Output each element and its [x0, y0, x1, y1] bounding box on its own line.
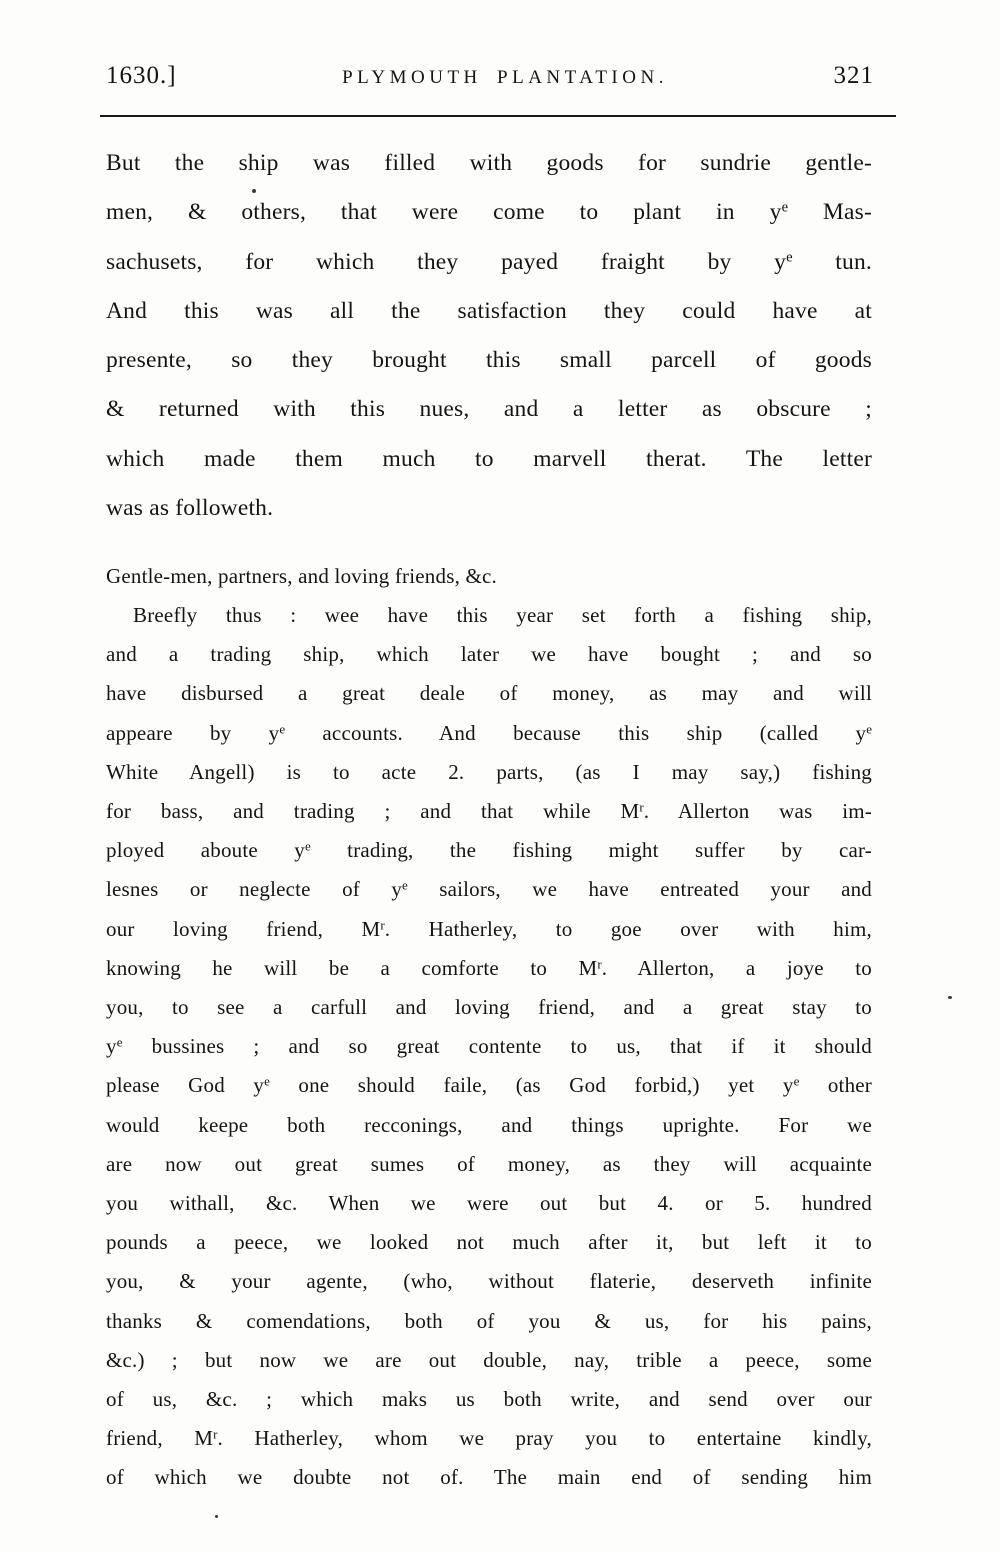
text-line: &c.) ; but now we are out double, nay, trible a peece, some: [106, 1347, 872, 1372]
text-line: lesnes or neglecte of $y^e$ sailors, we have entreated your and: [106, 877, 873, 902]
text-line: And this was all the satisfaction they could have at: [106, 297, 872, 324]
text-line: $y^e$ bussines ; and so great contente to us, that if it should: [106, 1034, 872, 1059]
text-line: of us, &c. ; which maks us both write, and send over our: [106, 1387, 872, 1412]
text-line: knowing he will be a comforte to $M^r$. Allerton, a joye to: [106, 955, 872, 980]
scan-speck: [252, 189, 256, 193]
text-line: thanks & comendations, both of you & us, for his pains,: [106, 1308, 872, 1333]
text-line: presente, so they brought this small parcell of goods: [106, 347, 872, 374]
header-rule: [100, 115, 896, 117]
page-header: [106, 62, 874, 90]
text-line: ployed aboute $y^e$ trading, the fishing might suffer by car-: [106, 838, 872, 863]
text-line: was as followeth.: [106, 495, 274, 522]
text-line: Breefly thus : wee have this year set forth a fishing ship,: [133, 603, 872, 627]
letter-body-paragraph: [106, 596, 872, 1498]
text-line: for bass, and trading ; and that while $M^r$. Allerton was im-: [106, 799, 872, 824]
text-line: which made them much to marvell therat. The letter: [106, 445, 872, 472]
text-line: appeare by $y^e$ accounts. And because this ship (called $y^e$: [106, 720, 872, 745]
header-running-title: PLYMOUTH PLANTATION.: [342, 67, 668, 88]
text-line: men, & others, that were come to plant in $y^e$ Mas-: [106, 199, 873, 226]
text-line: you, & your agente, (who, without flaterie, deserveth infinite: [106, 1269, 872, 1294]
scan-speck: [215, 1515, 218, 1518]
text-line: please God $y^e$ one should faile, (as God forbid,) yet $y^e$ other: [106, 1073, 873, 1098]
text-line: you, to see a carfull and loving friend, and a great stay to: [106, 995, 872, 1020]
text-line: of which we doubte not of. The main end of sending him: [106, 1465, 872, 1490]
text-line: pounds a peece, we looked not much after it, but left it to: [106, 1230, 872, 1255]
header-page-number: 321: [833, 62, 874, 89]
text-line: would keepe both recconings, and things uprighte. For we: [106, 1112, 872, 1137]
text-line: you withall, &c. When we were out but 4. or 5. hundred: [106, 1191, 872, 1216]
text-line: are now out great sumes of money, as they will acquainte: [106, 1151, 872, 1176]
scan-speck: [948, 996, 952, 999]
text-line: friend, $M^r$. Hatherley, whom we pray you to entertaine kindly,: [106, 1426, 872, 1451]
narrative-paragraph: [106, 139, 872, 533]
text-line: Gentle-men, partners, and loving friends, &c.: [106, 564, 497, 588]
text-line: our loving friend, $M^r$. Hatherley, to goe over with him,: [106, 916, 872, 941]
letter-salutation: [106, 556, 872, 596]
header-year: 1630.]: [106, 62, 177, 89]
text-line: and a trading ship, which later we have bought ; and so: [106, 642, 872, 667]
text-line: But the ship was filled with goods for sundrie gentle-: [106, 150, 872, 176]
text-line: have disbursed a great deale of money, as may and will: [106, 681, 872, 706]
text-line: sachusets, for which they payed fraight by $y^e$ tun.: [106, 248, 872, 275]
text-line: & returned with this nues, and a letter as obscure ;: [106, 396, 872, 423]
text-line: White Angell) is to acte 2. parts, (as I may say,) fishing: [106, 759, 872, 784]
